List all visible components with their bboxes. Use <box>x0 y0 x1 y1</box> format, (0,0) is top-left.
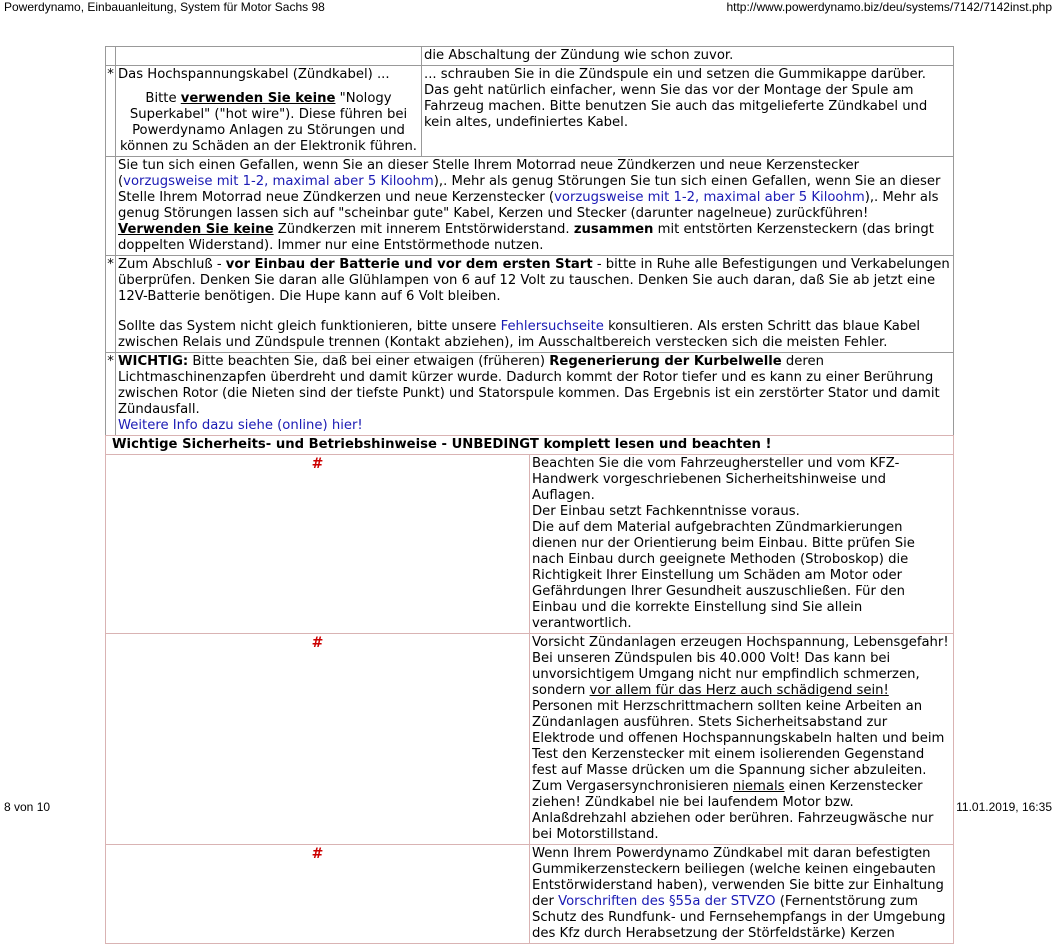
print-timestamp: 11.01.2019, 16:35 <box>956 800 1052 814</box>
resistance-link[interactable]: vorzugsweise mit 1-2, maximal aber 5 Kiloohm <box>123 174 434 189</box>
table-row <box>106 256 954 353</box>
table-row <box>106 47 954 66</box>
safety-item: Wenn Ihrem Powerdynamo Zündkabel mit daran befestigten Gummikerzensteckern beiliegen (welche keinen eingebauten Entstörwiderstand haben), verwenden Sie bitte zur Einhaltung der Vorschriften des §55a der STVZO (Fernentstörung zum Schutz des Rundfunk- und Fernsehempfangs in der Umgebung des Kfz durch Herabsetzung der Störfeldstärke) Kerzen <box>530 845 954 944</box>
row-marker: * <box>106 256 116 353</box>
regulation-link[interactable]: Vorschriften des §55a der STVZO <box>558 894 776 909</box>
safety-item: Vorsicht Zündanlagen erzeugen Hochspannung, Lebensgefahr! Bei unseren Zündspulen bis 40.000 Volt! Das kann bei unvorsichtigem Umgang nicht nur empfindlich schmerzen, sondern vor allem für das Herz auch schädigend sein! Personen mit Herzschrittmachern sollten keine Arbeiten an Zündanlagen ausführen. Stets Sicherheitsabstand zur Elektrode und offenen Hochspannungskabeln halten und beim Test den Kerzenstecker mit einem isolierenden Gegenstand fest auf Masse drücken um die Spannung sicher abzuleiten. Zum Vergasersynchronisieren niemals einen Kerzenstecker ziehen! Zündkabel nie bei laufendem Motor bzw. Anlaßdrehzahl abziehen oder berühren. Fahrzeugwäsche nur bei Motorstillstand. <box>530 634 954 845</box>
cable-cell <box>116 66 422 157</box>
table-row <box>106 845 954 944</box>
row-marker: * <box>106 66 116 157</box>
instruction-table <box>105 46 954 436</box>
table-row <box>106 634 954 845</box>
final-check-cell: Zum Abschluß - vor Einbau der Batterie und vor dem ersten Start - bitte in Ruhe alle Befestigungen und Verkabelungen überprüfen. Denken Sie daran alle Glühlampen von 6 auf 12 Volt zu tauschen. Denken Sie auch daran, daß Sie ab jetzt eine 12V-Batterie benötigen. Die Hupe kann auf 6 Volt bleiben. Sollte das System nicht gleich funktionieren, bitte unsere Fehlersuchseite konsultieren. Als ersten Schritt das blaue Kabel zwischen Relais und Zündspule trennen (Kontakt abziehen), im Ausschaltbereich verstecken sich die meisten Fehler. <box>116 256 954 353</box>
document-body <box>105 46 954 941</box>
hash-marker: # <box>106 455 530 634</box>
more-info-link[interactable]: Weitere Info dazu siehe (online) hier! <box>118 418 363 433</box>
table-row <box>106 436 954 455</box>
spark-plug-paragraph: Sie tun sich einen Gefallen, wenn Sie an dieser Stelle Ihrem Motorrad neue Zündkerzen und neue Kerzenstecker (vorzugsweise mit 1-2, maximal aber 5 Kiloohm),. Mehr als genug Störungen Sie tun sich einen Gefallen, wenn Sie an dieser Stelle Ihrem Motorrad neue Zündkerzen und neue Kerzenstecker (vorzugsweise mit 1-2, maximal aber 5 Kiloohm),. Mehr als genug Störungen lassen sich auf "scheinbar gute" Kabel, Kerzen und Stecker (darunter nagelneue) zurückführen! Verwenden Sie keine Zündkerzen mit innerem Entstörwiderstand. zusammen mit entstörten Kerzensteckern (das bringt doppelten Widerstand). Immer nur eine Entstörmethode nutzen. <box>116 157 954 256</box>
table-row <box>106 353 954 436</box>
table-row <box>106 66 954 157</box>
hash-marker: # <box>106 634 530 845</box>
safety-heading: Wichtige Sicherheits- und Betriebshinweise - UNBEDINGT komplett lesen und beachten ! <box>106 436 954 455</box>
hash-marker: # <box>106 845 530 944</box>
page-header-url: http://www.powerdynamo.biz/deu/systems/7142/7142inst.php <box>726 0 1052 14</box>
troubleshooting-link[interactable]: Fehlersuchseite <box>500 319 604 334</box>
row-marker: * <box>106 353 116 436</box>
cable-title: Das Hochspannungskabel (Zündkabel) ... <box>118 67 390 82</box>
page-header-title: Powerdynamo, Einbauanleitung, System für Motor Sachs 98 <box>4 0 325 14</box>
safety-table <box>105 435 954 944</box>
safety-item: Beachten Sie die vom Fahrzeughersteller und vom KFZ-Handwerk vorgeschriebenen Sicherheitshinweise und Auflagen. Der Einbau setzt Fachkenntnisse voraus. Die auf dem Material aufgebrachten Zündmarkierungen dienen nur der Orientierung beim Einbau. Bitte prüfen Sie nach Einbau durch geeignete Methoden (Stroboskop) die Richtigkeit Ihrer Einstellung um Schäden am Motor oder Gefährdungen Ihrer Gesundheit auszuschließen. Für den Einbau und die korrekte Einstellung sind Sie allein verantwortlich. <box>530 455 954 634</box>
page-number: 8 von 10 <box>4 800 51 814</box>
table-row <box>106 157 954 256</box>
cable-instructions: ... schrauben Sie in die Zündspule ein und setzen die Gummikappe darüber. Das geht natürlich einfacher, wenn Sie das vor der Montage der Spule am Fahrzeug machen. Bitte benutzen Sie auch das mitgelieferte Zündkabel und kein altes, undefiniertes Kabel. <box>422 66 954 157</box>
important-cell: WICHTIG: Bitte beachten Sie, daß bei einer etwaigen (früheren) Regenerierung der Kurbelwelle deren Lichtmaschinenzapfen überdreht und damit kürzer wurde. Dadurch kommt der Rotor tiefer und es kann zu einer Berührung zwischen Rotor (die Nieten sind der tiefste Punkt) und Statorspule kommen. Das Ergebnis ist ein zerstörter Stator und damit Zündausfall. Weitere Info dazu siehe (online) hier! <box>116 353 954 436</box>
row-text: die Abschaltung der Zündung wie schon zuvor. <box>422 47 954 66</box>
cable-warning: Bitte verwenden Sie keine "Nology Superkabel" ("hot wire"). Diese führen bei Powerdynamo Anlagen zu Störungen und können zu Schäden an der Elektronik führen. <box>119 91 418 154</box>
table-row <box>106 455 954 634</box>
resistance-link[interactable]: vorzugsweise mit 1-2, maximal aber 5 Kiloohm <box>554 190 865 205</box>
